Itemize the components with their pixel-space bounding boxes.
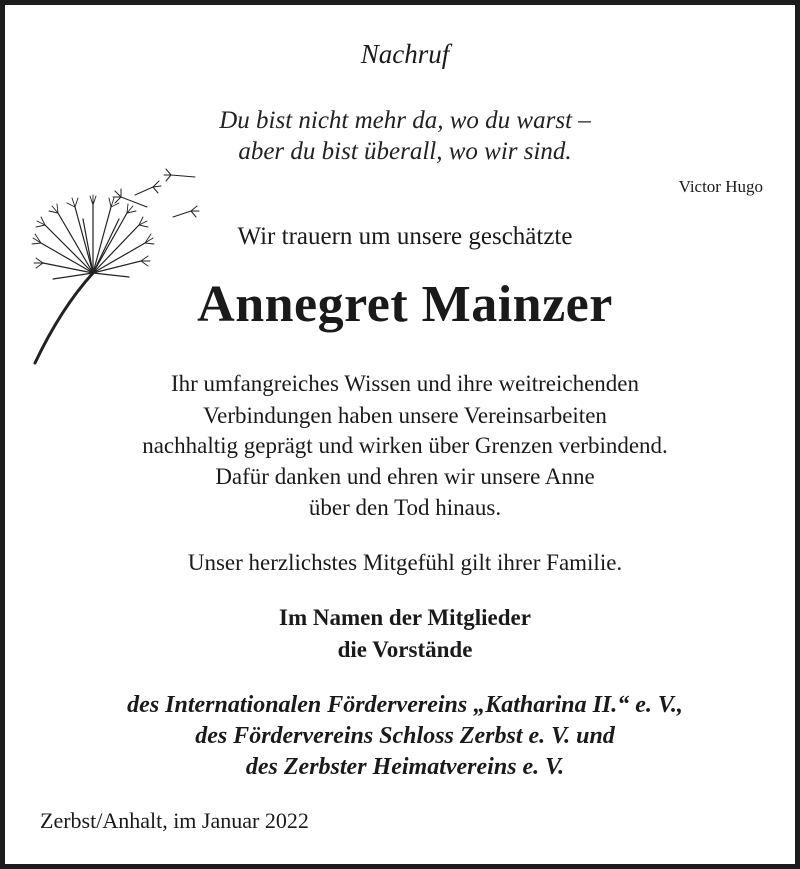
quote-line-1: Du bist nicht mehr da, wo du warst – — [219, 107, 591, 134]
organization-line-3: des Zerbster Heimatvereins e. V. — [245, 754, 565, 780]
body-line-1: Ihr umfangreiches Wissen und ihre weitreichenden — [170, 371, 640, 396]
intro-text: Wir trauern um unsere geschätzte — [237, 223, 573, 250]
body-line-2: Verbindungen haben unsere Vereinsarbeiten — [203, 403, 607, 428]
quote-author: Victor Hugo — [678, 177, 763, 196]
sympathy-text: Unser herzlichstes Mitgefühl gilt ihrer Familie. — [187, 550, 623, 575]
organization-line-1: des Internationalen Fördervereins „Katharina II.“ e. V., — [127, 692, 683, 718]
organization-line-2: des Fördervereins Schloss Zerbst e. V. und — [195, 723, 615, 749]
signature-line-1: Im Namen der Mitglieder — [279, 605, 531, 630]
notice-heading: Nachruf — [360, 39, 450, 69]
body-line-3: nachhaltig geprägt und wirken über Grenzen verbindend. — [142, 433, 668, 458]
body-line-4: Dafür danken und ehren wir unsere Anne — [215, 464, 595, 489]
quote-line-2: aber du bist überall, wo wir sind. — [238, 138, 572, 165]
deceased-name: Annegret Mainzer — [197, 276, 613, 333]
signature-line-2: die Vorstände — [337, 637, 473, 662]
place-date: Zerbst/Anhalt, im Januar 2022 — [40, 808, 309, 833]
body-line-5: über den Tod hinaus. — [308, 495, 502, 520]
